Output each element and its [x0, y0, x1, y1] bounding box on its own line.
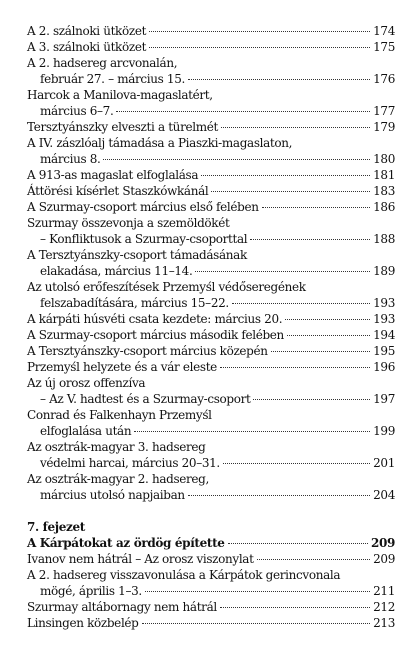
page-number: 194: [373, 328, 395, 342]
page-number: 179: [373, 120, 395, 134]
toc-entry-line: [27, 151, 395, 167]
toc-entry-line: [27, 615, 395, 631]
toc-entry-text: – Konfliktusok a Szurmay-csoporttal: [40, 232, 248, 246]
toc-entry-text: A Szurmay-csoport március első felében: [27, 200, 259, 214]
dot-leader: [195, 271, 370, 272]
toc-entry-line: [27, 359, 395, 375]
toc-entry: [27, 87, 395, 119]
page-number: 188: [373, 232, 395, 246]
toc-entry-line: [27, 183, 395, 199]
toc-entry-line: [27, 423, 395, 439]
toc-entry-text: A 3. szálnoki ütközet: [27, 40, 147, 54]
dot-leader: [134, 431, 370, 432]
toc-entry: [27, 567, 395, 599]
page-number: 175: [373, 40, 395, 54]
dot-leader: [201, 175, 370, 176]
toc-entry-line: [27, 39, 395, 55]
toc-entry-line: [27, 215, 395, 231]
toc-entry-line: [27, 375, 395, 391]
toc-entry: [27, 343, 395, 359]
toc-entry-line: [27, 343, 395, 359]
toc-entry-line: [27, 23, 395, 39]
page-number: 209: [373, 552, 395, 566]
toc-entry-text: Ivanov nem hátrál – Az orosz viszonylat: [27, 552, 254, 566]
dot-leader: [223, 463, 370, 464]
dot-leader: [228, 543, 368, 544]
toc-entry-text: március 6–7.: [40, 104, 114, 118]
toc-entry-text: Harcok a Manilova-magaslatért,: [27, 88, 213, 102]
page-number: 189: [373, 264, 395, 278]
toc-entry-line: [27, 391, 395, 407]
dot-leader: [257, 559, 371, 560]
toc-entry-line: [27, 455, 395, 471]
toc-entry-text: Conrad és Falkenhayn Przemyśl: [27, 408, 212, 422]
dot-leader: [232, 303, 370, 304]
chapter-title-text: A Kárpátokat az ördög építette: [27, 536, 225, 550]
chapter-label: [27, 519, 395, 535]
page-number: 176: [373, 72, 395, 86]
toc-entry: [27, 23, 395, 39]
toc-entry-text: védelmi harcai, március 20–31.: [40, 456, 220, 470]
toc-entry: [27, 183, 395, 199]
page-number: 193: [373, 312, 395, 326]
toc-entry-line: [27, 55, 395, 71]
page-number: 196: [373, 360, 395, 374]
dot-leader: [221, 127, 370, 128]
toc-entry: [27, 215, 395, 247]
page-number: 211: [373, 584, 395, 598]
toc-entry: [27, 327, 395, 343]
dot-leader: [149, 31, 370, 32]
toc-entry-line: [27, 439, 395, 455]
toc-entry: [27, 359, 395, 375]
dot-leader: [149, 47, 370, 48]
toc-entry: [27, 119, 395, 135]
toc-entry: [27, 55, 395, 87]
page-number: 213: [373, 616, 395, 630]
toc-entry: [27, 199, 395, 215]
toc-entry-line: [27, 71, 395, 87]
dot-leader: [116, 111, 370, 112]
toc-entry-line: [27, 103, 395, 119]
toc-entry-text: – Az V. hadtest és a Szurmay-csoport: [40, 392, 251, 406]
toc-entry-text: A 2. hadsereg arcvonalán,: [27, 56, 178, 70]
dot-leader: [220, 367, 370, 368]
toc-entry: [27, 167, 395, 183]
dot-leader: [188, 495, 370, 496]
toc-entry-text: Szurmay altábornagy nem hátrál: [27, 600, 217, 614]
toc-entry-line: [27, 327, 395, 343]
toc-entry-text: elakadása, március 11–14.: [40, 264, 193, 278]
toc-section-after: [27, 551, 395, 631]
dot-leader: [188, 79, 370, 80]
page-number: 174: [373, 24, 395, 38]
toc-entry-text: elfoglalása után: [40, 424, 132, 438]
toc-entry-line: [27, 119, 395, 135]
page-number: 212: [373, 600, 395, 614]
dot-leader: [220, 607, 370, 608]
toc-entry-line: [27, 247, 395, 263]
toc-entry-line: [27, 583, 395, 599]
toc-entry-line: [27, 231, 395, 247]
dot-leader: [253, 399, 370, 400]
toc-entry-text: Tersztyánszky elveszti a türelmét: [27, 120, 218, 134]
toc-entry-line: [27, 87, 395, 103]
page-number: 199: [373, 424, 395, 438]
page-number: 180: [373, 152, 395, 166]
toc-entry-text: Przemyśl helyzete és a vár eleste: [27, 360, 217, 374]
toc-entry-text: A 2. szálnoki ütközet: [27, 24, 147, 38]
toc-entry: [27, 551, 395, 567]
dot-leader: [287, 335, 370, 336]
toc-entry-line: [27, 167, 395, 183]
dot-leader: [262, 207, 371, 208]
dot-leader: [103, 159, 370, 160]
toc-entry-line: [27, 471, 395, 487]
toc-entry-line: [27, 135, 395, 151]
dot-leader: [285, 319, 370, 320]
dot-leader: [145, 591, 370, 592]
toc-entry: [27, 471, 395, 503]
toc-entry-text: Linsingen közbelép: [27, 616, 139, 630]
page-number: 193: [373, 296, 395, 310]
toc-entry: [27, 407, 395, 439]
page-number: 201: [373, 456, 395, 470]
toc-entry-line: [27, 199, 395, 215]
page-number: 181: [373, 168, 395, 182]
toc-entry-text: A 2. hadsereg visszavonulása a Kárpátok gerincvonala: [27, 568, 341, 582]
toc-entry-text: mögé, április 1–3.: [40, 584, 142, 598]
toc-entry-text: felszabadítására, március 15–22.: [40, 296, 229, 310]
toc-entry-line: [27, 407, 395, 423]
toc-entry: [27, 615, 395, 631]
toc-entry-text: március 8.: [40, 152, 101, 166]
toc-entry-text: A Tersztyánszky-csoport március közepén: [27, 344, 268, 358]
chapter-label-text: 7. fejezet: [27, 520, 85, 534]
toc-entry-text: A 913-as magaslat elfoglalása: [27, 168, 199, 182]
toc-entry-line: [27, 311, 395, 327]
toc-entry-text: Az osztrák-magyar 3. hadsereg: [27, 440, 206, 454]
toc-entry-text: Az osztrák-magyar 2. hadsereg,: [27, 472, 209, 486]
dot-leader: [142, 623, 371, 624]
toc-entry-line: [27, 567, 395, 583]
toc-entry-text: Az új orosz offenzíva: [27, 376, 146, 390]
chapter-title-entry: [27, 535, 395, 551]
toc-entry-line: [27, 599, 395, 615]
toc-entry-line: [27, 487, 395, 503]
toc-entry-line: [27, 551, 395, 567]
toc-section-before: [27, 23, 395, 503]
toc-entry-text: Áttörési kísérlet Staszkówkánál: [27, 184, 209, 198]
toc-entry-text: A Tersztyánszky-csoport támadásának: [27, 248, 247, 262]
toc-entry-text: március utolsó napjaiban: [40, 488, 185, 502]
toc-entry: [27, 375, 395, 407]
table-of-contents: [27, 23, 395, 631]
page-number: 209: [371, 536, 395, 550]
page-number: 195: [373, 344, 395, 358]
page-number: 183: [373, 184, 395, 198]
toc-entry-text: A Szurmay-csoport március második felében: [27, 328, 284, 342]
toc-entry-line: [27, 295, 395, 311]
page-number: 204: [373, 488, 395, 502]
toc-entry: [27, 311, 395, 327]
page-number: 197: [373, 392, 395, 406]
toc-entry-text: A IV. zászlóalj támadása a Piaszki-magaslaton,: [27, 136, 293, 150]
toc-entry-text: Szurmay összevonja a szemöldökét: [27, 216, 230, 230]
toc-entry-text: A kárpáti húsvéti csata kezdete: március 20.: [27, 312, 283, 326]
toc-entry: [27, 599, 395, 615]
page-number: 177: [373, 104, 395, 118]
dot-leader: [271, 351, 371, 352]
toc-entry-text: Az utolsó erőfeszítések Przemyśl védőseregének: [27, 280, 306, 294]
toc-entry: [27, 135, 395, 167]
toc-entry-line: [27, 263, 395, 279]
toc-entry: [27, 247, 395, 279]
toc-entry-line: [27, 279, 395, 295]
toc-entry-text: február 27. – március 15.: [40, 72, 185, 86]
toc-entry: [27, 279, 395, 311]
section-gap: [27, 503, 395, 519]
dot-leader: [250, 239, 370, 240]
toc-entry: [27, 439, 395, 471]
dot-leader: [211, 191, 370, 192]
page-number: 186: [373, 200, 395, 214]
toc-entry: [27, 39, 395, 55]
